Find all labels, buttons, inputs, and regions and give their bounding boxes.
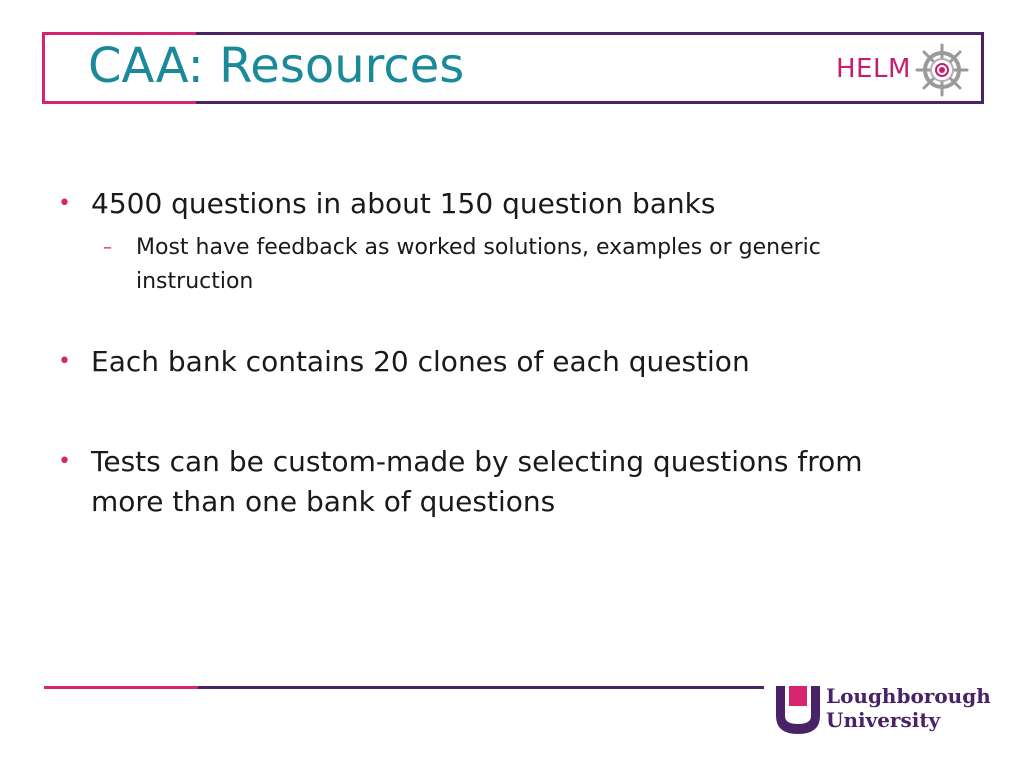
bullet-2-text: Each bank contains 20 clones of each question xyxy=(91,345,750,378)
sub-bullet-marker: – xyxy=(103,237,112,258)
sub-bullet-1-line-2: instruction xyxy=(136,269,254,294)
loughborough-shield-icon xyxy=(776,686,820,734)
footer-rule-purple xyxy=(198,686,764,689)
helm-logo-text: HELM xyxy=(836,54,911,84)
wordmark-line-1: Loughborough xyxy=(826,684,991,708)
footer-rule-pink xyxy=(44,686,198,689)
loughborough-university-logo xyxy=(776,684,1006,736)
bullet-3-line-1: Tests can be custom-made by selecting questions from xyxy=(91,445,863,478)
bullet-1-text: 4500 questions in about 150 question banks xyxy=(91,187,716,220)
wordmark-line-2: University xyxy=(826,708,941,732)
bullet-3-line-2: more than one bank of questions xyxy=(91,485,556,518)
slide-title: CAA: Resources xyxy=(88,38,465,94)
loughborough-university-wordmark xyxy=(826,684,991,732)
bullet-marker: • xyxy=(58,349,71,374)
bullet-marker: • xyxy=(58,449,71,474)
sub-bullet-1-line-1: Most have feedback as worked solutions, examples or generic xyxy=(136,235,821,260)
bullet-marker: • xyxy=(58,191,71,216)
